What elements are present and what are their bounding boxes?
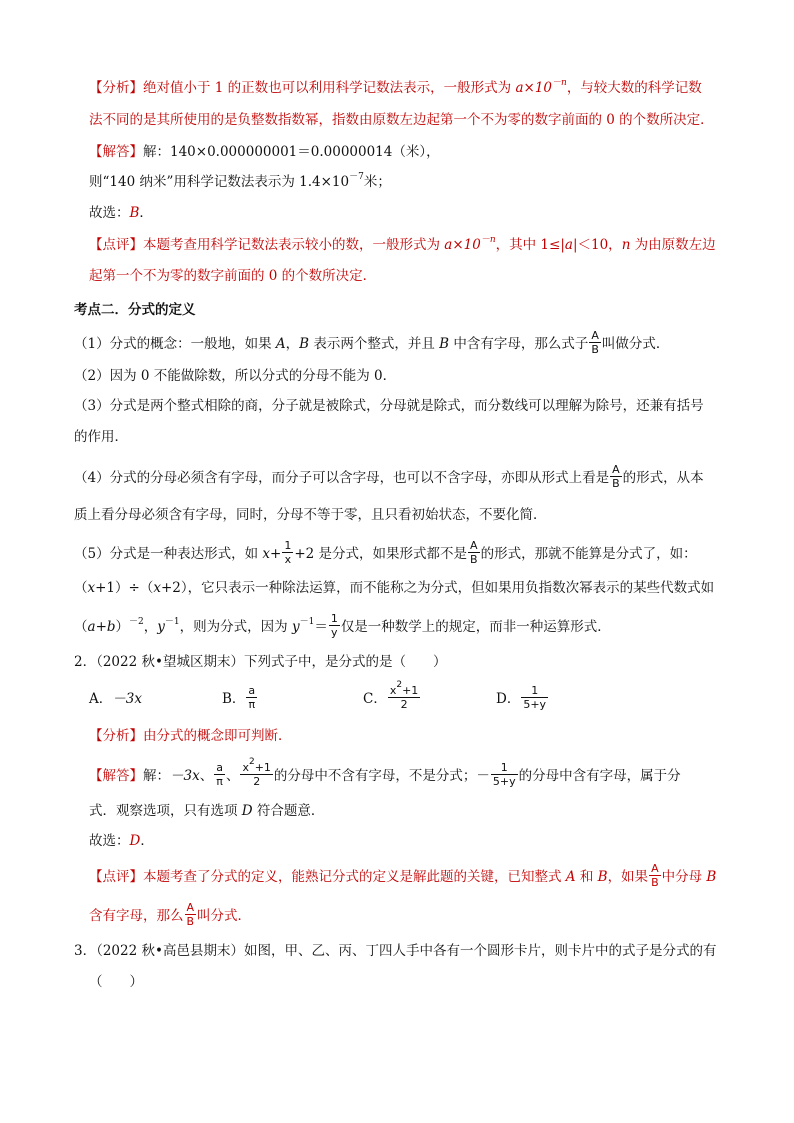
section-p4-line2: 质上看分母必须含有字母，同时，分母不等于零，且只看初始状态，不要化简．: [74, 507, 547, 523]
fraction: $\frac{A}{B}$: [186, 901, 195, 928]
fraction: $\frac{a}{\pi}$: [248, 684, 256, 711]
q2-option-a[interactable]: A．－3x: [89, 691, 142, 707]
section-p4-line1: （4）分式的分母必须含有字母，而分子可以含字母，也可以不含字母，亦即从形式上看是 $\frac{A}{B}$ 的形式，从本: [74, 463, 704, 490]
fraction: $\frac{A}{B}$: [470, 539, 478, 566]
comment-tag: 【点评】: [89, 869, 143, 885]
section-p5-line2: （x+1）÷（x+2），它只表示一种除法运算，而不能称之为分式，但如果用负指数次幂表示的某些代数式如: [74, 580, 715, 596]
analysis-tag: 【分析】: [89, 728, 143, 744]
fraction: $\frac{x^2+1}{2}$: [389, 680, 419, 711]
q1-comment-line1: 【点评】本题考查用科学记数法表示较小的数，一般形式为 $a\times 10^{-n}$，其中 1≤|a|＜10，n 为由原数左边: [89, 235, 716, 253]
q3-stem-line1: 3．（2022 秋•高邑县期末）如图，甲、乙、丙、丁四人手中各有一个圆形卡片，则卡片中的式子是分式的有: [74, 943, 717, 959]
q2-stem: 2．（2022 秋•望城区期末）下列式子中，是分式的是（ ）: [74, 654, 447, 670]
q1-comment-line2: 起第一个不为零的数字前面的 0 的个数所决定．: [89, 268, 377, 284]
q2-choice: 故选：D．: [89, 833, 154, 849]
fraction: $\frac{A}{B}$: [612, 463, 620, 490]
q1-answer-line2: 则“140 纳米”用科学记数法表示为 $1.4\times 10^{-7}$米；: [89, 172, 391, 190]
answer-tag: 【解答】: [89, 768, 143, 784]
fraction: $\frac{A}{B}$: [591, 329, 599, 356]
q1-choice: 故选：B．: [89, 205, 153, 221]
section-p5-line3: $(a+b)^{-2}$，$y^{-1}$，则为分式，因为 $y^{-1}=$ $\frac{1}{y}$ 仅是一种数学上的规定，而非一种运算形式．: [74, 612, 611, 639]
section-p5-line1: （5）分式是一种表达形式，如 x+ $\frac{1}{x}$ +2 是分式，如果形式都不是 $\frac{A}{B}$ 的形式，那就不能算是分式了，如：: [74, 539, 697, 566]
fraction: $\frac{a}{\pi}$: [216, 761, 223, 788]
q3-stem-line2: （ ）: [89, 974, 143, 990]
q1-analysis-line1: 【分析】绝对值小于 1 的正数也可以利用科学记数法表示，一般形式为 $a\times 10^{-n}$，与较大数的科学记数: [89, 78, 702, 96]
section-p2: （2）因为 0 不能做除数，所以分式的分母不能为 0．: [74, 368, 397, 384]
section-p1: （1）分式的概念：一般地，如果 A，B 表示两个整式，并且 B 中含有字母，那么式子 $\frac{A}{B}$ 叫做分式．: [74, 329, 670, 356]
section-title: 考点二．分式的定义: [74, 302, 196, 318]
analysis-tag: 【分析】: [89, 80, 143, 96]
q2-option-b[interactable]: B． $\frac{a}{\pi}$: [222, 684, 256, 711]
q2-option-c[interactable]: C． $\frac{x^2+1}{2}$: [363, 680, 419, 711]
q2-comment-line2: 含有字母，那么 $\frac{A}{B}$ 叫分式．: [89, 901, 252, 928]
section-p3-line1: （3）分式是两个整式相除的商，分子就是被除式，分母就是除式，而分数线可以理解为除号，还兼有括号: [74, 398, 704, 414]
fraction: $\frac{1}{5+y}$: [523, 684, 547, 711]
fraction: $\frac{A}{B}$: [651, 862, 659, 889]
fraction: $\frac{1}{x}$: [284, 539, 292, 566]
q2-option-d[interactable]: D． $\frac{1}{5+y}$: [496, 684, 547, 711]
section-p3-line2: 的作用．: [74, 429, 128, 445]
q2-answer-line1: 【解答】解：－3x、 $\frac{a}{\pi}$ 、 $\frac{x^2+1}{2}$ 的分母中不含有字母，不是分式；－ $\frac{1}{5+y}$ 的分母中含有字母，属于分: [89, 757, 681, 788]
fraction: $\frac{1}{5+y}$: [492, 761, 516, 788]
q2-comment-line1: 【点评】本题考查了分式的定义，能熟记分式的定义是解此题的关键，已知整式 A 和 B，如果 $\frac{A}{B}$ 中分母 B: [89, 862, 717, 889]
q1-analysis-line2: 法不同的是其所使用的是负整数指数幂，指数由原数左边起第一个不为零的数字前面的 0 的个数所决定．: [89, 112, 714, 128]
comment-tag: 【点评】: [89, 237, 143, 253]
q2-answer-line2: 式．观察选项，只有选项 D 符合题意．: [89, 803, 325, 819]
answer-tag: 【解答】: [89, 144, 143, 160]
fraction: $\frac{1}{y}$: [330, 612, 338, 639]
q2-analysis: 【分析】由分式的概念即可判断．: [89, 728, 292, 744]
q1-answer-line1: 【解答】解：140×0.000000001＝0.00000014（米），: [89, 144, 440, 160]
fraction: $\frac{x^2+1}{2}$: [242, 757, 271, 788]
